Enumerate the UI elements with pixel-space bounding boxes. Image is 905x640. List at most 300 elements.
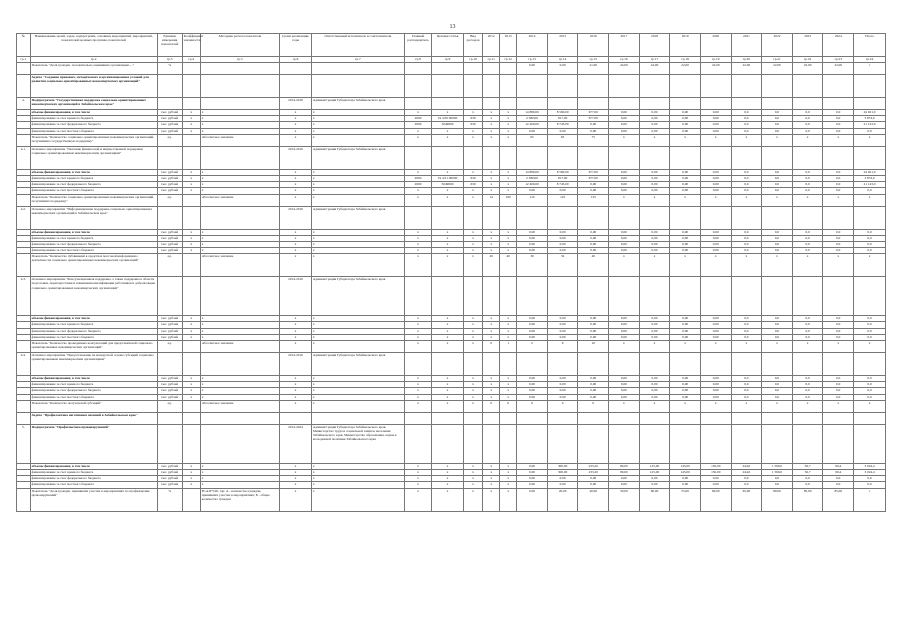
- table-cell: 0,00: [547, 63, 578, 75]
- column-number: гр.22: [792, 57, 823, 63]
- table-cell: 0,00: [700, 382, 731, 388]
- table-cell: х: [463, 341, 482, 353]
- table-cell: х: [404, 394, 431, 400]
- table-cell: 0,0: [731, 316, 762, 322]
- table-cell: 56,7: [792, 469, 823, 475]
- table-cell: [854, 277, 886, 316]
- table-cell: 8 560,00: [547, 110, 578, 116]
- table-cell: 0,0: [792, 334, 823, 340]
- table-cell: [639, 277, 670, 316]
- table-cell: 0,00: [609, 241, 640, 247]
- table-cell: 80,00: [609, 463, 640, 469]
- table-cell: х: [792, 254, 823, 277]
- table-cell: 10: [578, 341, 609, 353]
- table-cell: 110: [517, 194, 548, 206]
- table-cell: 0,00: [517, 328, 548, 334]
- table-cell: 85,00: [792, 488, 823, 511]
- table-cell: 0: [500, 400, 517, 412]
- table-cell: [404, 353, 431, 376]
- row-name-cell: Показатель "Количество проведенных консультаций для представителей социально ориентированных некоммерческих организаций": [30, 341, 157, 353]
- table-cell: 0,00: [639, 229, 670, 235]
- table-row: [17, 75, 886, 98]
- table-cell: х: [311, 188, 404, 194]
- table-cell: х: [463, 469, 482, 475]
- table-cell: 0,00: [700, 229, 731, 235]
- table-cell: х: [432, 134, 464, 146]
- table-cell: [792, 353, 823, 376]
- table-cell: 0,00: [670, 388, 701, 394]
- table-cell: х: [463, 254, 482, 277]
- table-cell: [792, 75, 823, 98]
- table-cell: 32: [547, 254, 578, 277]
- table-cell: 55,00: [670, 488, 701, 511]
- table-cell: х: [200, 116, 279, 122]
- table-cell: 0,0: [792, 382, 823, 388]
- table-cell: [639, 353, 670, 376]
- table-cell: 0,00: [517, 248, 548, 254]
- table-cell: [639, 98, 670, 110]
- row-name-cell: объемы финансирования, в том числе: [30, 463, 157, 469]
- table-cell: х: [483, 469, 500, 475]
- table-cell: 0,00: [670, 175, 701, 181]
- table-cell: 0,0: [762, 322, 793, 328]
- table-cell: х: [200, 175, 279, 181]
- row-name-cell: Показатель "Доля граждан, положительно оценивших организацию ...": [30, 63, 157, 75]
- table-cell: х: [404, 469, 431, 475]
- table-cell: 12 400,00: [517, 182, 548, 188]
- column-number: гр.24: [854, 57, 886, 63]
- column-header: 2016: [578, 34, 609, 57]
- table-cell: 0,0: [792, 388, 823, 394]
- row-name-cell: Основное мероприятие "Информационная поддержка социально ориентированных некоммерческих организаций в Забайкальском крае": [30, 206, 157, 229]
- table-cell: х: [483, 169, 500, 175]
- table-cell: 0,00: [609, 476, 640, 482]
- table-cell: 0,0: [792, 376, 823, 382]
- column-header: №: [17, 34, 31, 57]
- table-cell: х: [823, 254, 854, 277]
- table-cell: х: [762, 194, 793, 206]
- row-name-cell: финансирование за счет федерального бюджета: [30, 182, 157, 188]
- row-name-cell: Показатель "Количество публикаций в средствах массовой информации о деятельности социально ориентированных некоммерческих организаций": [30, 254, 157, 277]
- table-cell: 0,00: [700, 316, 731, 322]
- table-cell: [792, 424, 823, 463]
- table-cell: 0,0: [731, 482, 762, 488]
- table-cell: х: [182, 229, 200, 235]
- table-cell: 0,00: [517, 476, 548, 482]
- table-cell: Администрация Губернатора Забайкальского края: [311, 277, 404, 316]
- table-row: [17, 146, 886, 169]
- table-cell: [280, 75, 312, 98]
- table-cell: 0,0: [854, 394, 886, 400]
- column-header: 2019: [670, 34, 701, 57]
- table-cell: [670, 353, 701, 376]
- table-cell: 22,00: [700, 63, 731, 75]
- table-cell: х: [200, 229, 279, 235]
- table-cell: х: [182, 169, 200, 175]
- table-cell: 0,00: [547, 476, 578, 482]
- table-cell: х: [670, 254, 701, 277]
- table-cell: х: [500, 469, 517, 475]
- table-cell: 5.: [17, 424, 31, 463]
- table-cell: 233,20: [578, 469, 609, 475]
- table-cell: [547, 353, 578, 376]
- column-number: гр.1: [17, 57, 31, 63]
- table-cell: 0,0: [823, 110, 854, 116]
- table-cell: х: [311, 476, 404, 482]
- table-cell: 0,0: [792, 175, 823, 181]
- table-cell: [578, 277, 609, 316]
- table-cell: 1: [500, 341, 517, 353]
- table-cell: 80,00: [609, 469, 640, 475]
- table-cell: х: [500, 482, 517, 488]
- table-cell: 0,00: [670, 476, 701, 482]
- table-cell: х: [182, 328, 200, 334]
- table-cell: [700, 424, 731, 463]
- table-cell: х: [200, 482, 279, 488]
- table-cell: [609, 277, 640, 316]
- table-cell: [609, 353, 640, 376]
- table-cell: х: [280, 382, 312, 388]
- table-cell: х: [731, 254, 762, 277]
- table-cell: х: [463, 194, 482, 206]
- table-cell: 0,00: [700, 476, 731, 482]
- table-cell: 0,0: [823, 388, 854, 394]
- table-cell: 0,0: [792, 188, 823, 194]
- table-cell: [463, 353, 482, 376]
- table-cell: 0,00: [639, 175, 670, 181]
- table-cell: х: [182, 376, 200, 382]
- table-cell: 0,00: [517, 376, 548, 382]
- table-cell: х: [463, 328, 482, 334]
- table-cell: х: [404, 334, 431, 340]
- table-cell: 50,00: [609, 488, 640, 511]
- table-cell: х: [463, 235, 482, 241]
- table-cell: 0,00: [547, 248, 578, 254]
- table-cell: [17, 134, 31, 146]
- table-cell: 0,0: [731, 169, 762, 175]
- table-cell: 0,0: [762, 128, 793, 134]
- table-cell: Абсолютное значение: [200, 194, 279, 206]
- table-cell: 0,00: [670, 110, 701, 116]
- row-name-cell: Подпрограмма "Государственная поддержка социально ориентированных некоммерческих организаций в Забайкальском крае": [30, 98, 157, 110]
- table-cell: [639, 424, 670, 463]
- table-cell: 0,00: [609, 388, 640, 394]
- table-cell: х: [311, 229, 404, 235]
- table-cell: 1 590,0: [762, 469, 793, 475]
- table-cell: х: [311, 482, 404, 488]
- column-header: Коэффициент значимости: [182, 34, 200, 57]
- table-cell: х: [483, 110, 500, 116]
- table-cell: х: [311, 182, 404, 188]
- table-cell: Абсолютное значение: [200, 341, 279, 353]
- table-cell: [609, 146, 640, 169]
- table-cell: [578, 206, 609, 229]
- table-cell: 0,0: [823, 316, 854, 322]
- table-cell: [463, 424, 482, 463]
- column-number: гр.13: [517, 57, 548, 63]
- table-cell: 0,00: [639, 235, 670, 241]
- table-cell: 0,0: [762, 235, 793, 241]
- table-cell: 0,0: [731, 175, 762, 181]
- table-cell: 0,0: [731, 388, 762, 394]
- row-name-cell: финансирование за счет местного бюджета: [30, 128, 157, 134]
- table-cell: х: [404, 463, 431, 469]
- column-header: 2021: [731, 34, 762, 57]
- table-cell: [823, 75, 854, 98]
- table-cell: [404, 146, 431, 169]
- row-name-cell: объемы финансирования, в том числе: [30, 110, 157, 116]
- table-cell: 0,00: [547, 394, 578, 400]
- table-cell: 0,0: [731, 382, 762, 388]
- table-row: [17, 63, 886, 75]
- table-cell: 0,0: [762, 116, 793, 122]
- table-cell: [762, 75, 793, 98]
- table-cell: [500, 75, 517, 98]
- table-cell: х: [280, 134, 312, 146]
- table-cell: [792, 98, 823, 110]
- table-cell: 0,00: [700, 248, 731, 254]
- table-cell: 0,00: [639, 482, 670, 488]
- table-cell: 65: [517, 134, 548, 146]
- table-cell: х: [280, 388, 312, 394]
- table-cell: тыс. рублей: [157, 248, 182, 254]
- table-cell: х: [483, 241, 500, 247]
- table-cell: тыс. рублей: [157, 182, 182, 188]
- table-cell: [578, 412, 609, 424]
- table-cell: х: [280, 476, 312, 482]
- table-cell: х: [432, 128, 464, 134]
- table-cell: [547, 146, 578, 169]
- table-cell: х: [500, 134, 517, 146]
- column-header: Вид расходов: [463, 34, 482, 57]
- table-cell: тыс. рублей: [157, 334, 182, 340]
- table-cell: 0,0: [792, 316, 823, 322]
- table-cell: %: [157, 488, 182, 511]
- row-name-cell: Показатель "Количество социально ориентированных некоммерческих организаций, получивших государственную поддержку": [30, 134, 157, 146]
- table-cell: х: [404, 322, 431, 328]
- table-cell: [670, 412, 701, 424]
- table-cell: х: [280, 376, 312, 382]
- table-cell: х: [500, 488, 517, 511]
- table-row: [17, 353, 886, 376]
- table-cell: [670, 146, 701, 169]
- table-cell: х: [483, 188, 500, 194]
- table-cell: ед.: [157, 134, 182, 146]
- table-cell: 21,00: [578, 63, 609, 75]
- table-cell: 0,0: [823, 482, 854, 488]
- table-cell: 0,00: [670, 394, 701, 400]
- table-cell: 0: [517, 400, 548, 412]
- table-cell: х: [483, 388, 500, 394]
- table-cell: [463, 277, 482, 316]
- table-cell: х: [280, 400, 312, 412]
- table-cell: х: [731, 134, 762, 146]
- column-number: гр.18: [670, 57, 701, 63]
- table-cell: х: [280, 241, 312, 247]
- table-cell: 0,0: [823, 328, 854, 334]
- table-cell: х: [854, 341, 886, 353]
- table-cell: [517, 277, 548, 316]
- table-cell: 99,4: [823, 469, 854, 475]
- table-cell: х: [731, 194, 762, 206]
- table-cell: 56,7: [792, 463, 823, 469]
- table-cell: [182, 134, 200, 146]
- table-cell: х: [182, 463, 200, 469]
- table-cell: [157, 353, 182, 376]
- table-cell: [157, 424, 182, 463]
- table-cell: 75: [578, 134, 609, 146]
- table-cell: 0,00: [609, 122, 640, 128]
- column-header: Главный распорядитель: [404, 34, 431, 57]
- table-cell: 0,00: [578, 122, 609, 128]
- table-cell: 0,00: [517, 229, 548, 235]
- table-cell: 14 880,00: [517, 110, 548, 116]
- table-cell: 0,0: [823, 394, 854, 400]
- table-cell: [639, 146, 670, 169]
- table-cell: [700, 353, 731, 376]
- table-cell: 0,0: [854, 328, 886, 334]
- table-cell: х: [432, 476, 464, 482]
- table-cell: [432, 424, 464, 463]
- table-cell: [463, 412, 482, 424]
- table-cell: [700, 146, 731, 169]
- table-cell: 4.3.: [17, 277, 31, 316]
- table-cell: 150,00: [700, 463, 731, 469]
- table-cell: 0,0: [792, 241, 823, 247]
- table-cell: х: [609, 341, 640, 353]
- table-cell: х: [280, 235, 312, 241]
- table-cell: х: [182, 116, 200, 122]
- table-cell: 233,20: [578, 463, 609, 469]
- table-header-row: [17, 34, 886, 57]
- table-cell: х: [432, 463, 464, 469]
- table-cell: [500, 277, 517, 316]
- table-cell: х: [432, 394, 464, 400]
- table-cell: х: [200, 241, 279, 247]
- table-cell: х: [609, 254, 640, 277]
- table-cell: 0,0: [823, 382, 854, 388]
- table-cell: х: [200, 248, 279, 254]
- table-cell: 0,00: [700, 128, 731, 134]
- table-cell: 0,00: [547, 376, 578, 382]
- table-cell: [404, 98, 431, 110]
- table-cell: 0,0: [762, 241, 793, 247]
- table-cell: х: [762, 254, 793, 277]
- table-cell: [609, 412, 640, 424]
- table-cell: [517, 206, 548, 229]
- table-cell: [182, 75, 200, 98]
- table-cell: 630: [463, 182, 482, 188]
- table-cell: [483, 98, 500, 110]
- table-cell: [517, 146, 548, 169]
- table-cell: 0,00: [700, 328, 731, 334]
- table-cell: 0,0: [762, 376, 793, 382]
- table-cell: [463, 63, 482, 75]
- table-cell: [463, 75, 482, 98]
- table-cell: х: [200, 128, 279, 134]
- table-cell: х: [182, 482, 200, 488]
- table-cell: ед.: [157, 194, 182, 206]
- table-cell: х: [463, 394, 482, 400]
- table-cell: х: [182, 241, 200, 247]
- table-cell: [182, 254, 200, 277]
- table-cell: х: [182, 388, 200, 394]
- table-cell: 0,0: [792, 229, 823, 235]
- table-cell: 0,00: [609, 110, 640, 116]
- table-cell: 0,00: [578, 241, 609, 247]
- table-cell: х: [182, 322, 200, 328]
- table-cell: х: [311, 469, 404, 475]
- table-cell: [547, 206, 578, 229]
- table-cell: [670, 98, 701, 110]
- table-cell: х: [404, 241, 431, 247]
- row-name-cell: объемы финансирования, в том числе: [30, 229, 157, 235]
- table-cell: 125,00: [639, 469, 670, 475]
- table-cell: х: [200, 182, 279, 188]
- table-cell: [200, 98, 279, 110]
- column-number: гр.8: [404, 57, 431, 63]
- table-cell: 0,00: [609, 322, 640, 328]
- table-cell: [823, 412, 854, 424]
- table-cell: 0,00: [578, 235, 609, 241]
- table-cell: [17, 400, 31, 412]
- table-cell: 0,00: [547, 482, 578, 488]
- table-cell: [609, 206, 640, 229]
- table-row: [17, 98, 886, 110]
- table-cell: [500, 146, 517, 169]
- table-cell: х: [483, 394, 500, 400]
- table-cell: 0,0: [762, 182, 793, 188]
- table-cell: 0,00: [517, 334, 548, 340]
- table-cell: х: [463, 488, 482, 511]
- table-cell: 2000: [404, 116, 431, 122]
- table-cell: 0,0: [762, 110, 793, 116]
- table-cell: х: [311, 241, 404, 247]
- table-cell: х: [483, 122, 500, 128]
- row-name-cell: финансирование за счет местного бюджета: [30, 188, 157, 194]
- table-cell: 0,00: [670, 334, 701, 340]
- table-cell: х: [463, 229, 482, 235]
- row-name-cell: финансирование за счет краевого бюджета: [30, 175, 157, 181]
- table-cell: 125: [547, 194, 578, 206]
- table-cell: 630: [463, 122, 482, 128]
- table-cell: х: [500, 182, 517, 188]
- column-number: гр.9: [432, 57, 464, 63]
- table-cell: 0,00: [578, 248, 609, 254]
- table-cell: 14: [483, 194, 500, 206]
- table-cell: х: [432, 194, 464, 206]
- table-cell: тыс. рублей: [157, 476, 182, 482]
- table-cell: 0,00: [609, 182, 640, 188]
- table-cell: тыс. рублей: [157, 328, 182, 334]
- table-cell: [182, 353, 200, 376]
- table-cell: [823, 98, 854, 110]
- table-cell: х: [432, 110, 464, 116]
- column-header: Целевая статья: [432, 34, 464, 57]
- table-cell: ед.: [157, 254, 182, 277]
- table-cell: х: [404, 376, 431, 382]
- column-header: 2013: [500, 34, 517, 57]
- table-cell: [762, 277, 793, 316]
- table-cell: 99,4: [823, 463, 854, 469]
- table-cell: [517, 353, 548, 376]
- table-cell: 0,0: [762, 328, 793, 334]
- table-cell: 65: [547, 134, 578, 146]
- table-cell: 677,00: [578, 116, 609, 122]
- table-cell: [670, 75, 701, 98]
- table-cell: [854, 353, 886, 376]
- table-cell: [500, 206, 517, 229]
